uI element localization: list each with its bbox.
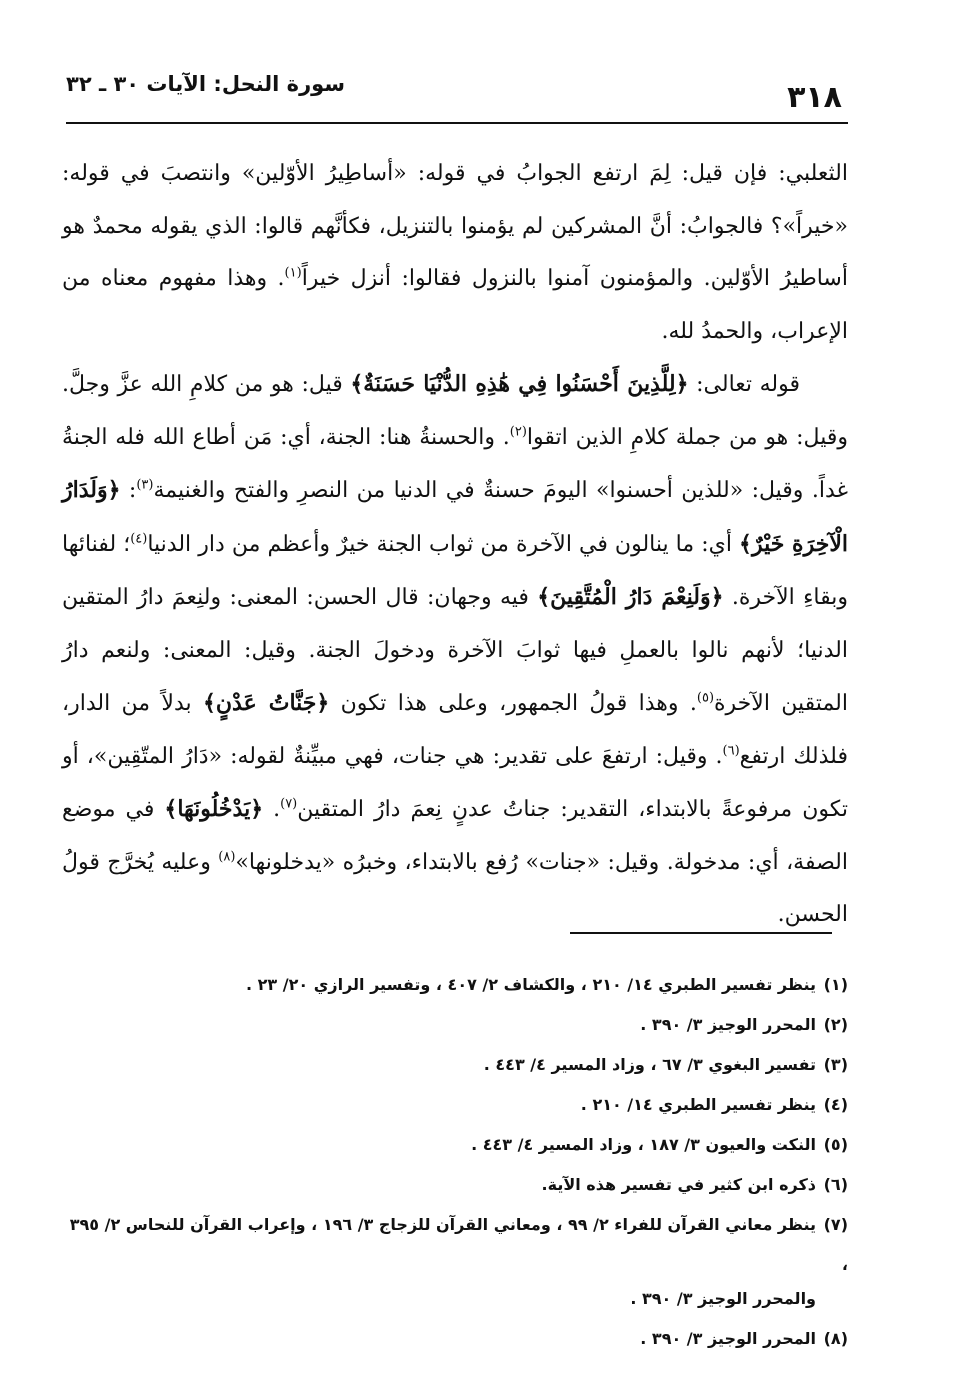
footnote-ref-1: (١)	[284, 265, 302, 281]
footnote-4	[66, 1085, 848, 1125]
text-segment: . وهذا مفهوم معناه من الإعراب، والحمدُ لله.	[62, 266, 848, 344]
footnote-number: (٦)	[823, 1175, 848, 1194]
footnote-ref-5: (٥)	[696, 690, 715, 706]
main-text	[62, 148, 848, 942]
footnote-continuation: والمحرر الوجيز ٣/ ٣٩٠ .	[630, 1289, 816, 1308]
footnote-number: (٨)	[823, 1329, 848, 1348]
text-segment: . وهذا قولُ الجمهور، وعلى هذا تكون	[329, 691, 697, 716]
footnote-text: المحرر الوجيز ٣/ ٣٩٠ .	[640, 1015, 816, 1034]
quran-verse: ﴿يَدْخُلُونَهَا﴾	[164, 796, 264, 822]
page-number: ٣١٨	[787, 80, 842, 115]
quran-verse: ﴿جَنَّاتُ عَدْنٍ﴾	[203, 690, 330, 716]
footnote-6	[66, 1165, 848, 1205]
text-segment: الثعلبي: فإن قيل: لِمَ ارتفع الجوابُ في قوله: «أساطِيرُ الأوّلين» وانتصبَ في قوله: «خيراً»؟ فالجوابُ: أنَّ المشركين لم يؤمنوا بالتنزيل، فكأنَّهم قالوا: الذي يقوله محمدٌ هو أساطيرُ الأوّلين. والمؤمنون آمنوا بالنزول فقالوا: أنزل خيراً	[62, 161, 848, 291]
footnote-3	[66, 1045, 848, 1085]
quran-verse: ﴿وَلَدَارُ الْآخِرَةِ خَيْرٌ﴾	[62, 477, 848, 557]
footnote-2	[66, 1005, 848, 1045]
footnote-ref-6: (٦)	[722, 743, 740, 759]
text-segment: . وقيل: ارتفعَ على تقدير: هي جنات، فهي مبيِّنةٌ لقوله: «دَارُ المتّقِين»، أو تكون مرفوعةً بالابتداء، التقدير: جناتُ عدنٍ نِعمَ دارُ المتقين	[62, 743, 848, 822]
text-segment: فيه وجهان: قال الحسن: المعنى: ولنِعمَ دارُ المتقين الدنيا؛ لأنهم نالوا بالعملِ فيها ثوابَ الآخرة ودخولَ الجنة. وقيل: المعنى: ولنعم دارُ المتقين الآخرة	[62, 585, 848, 716]
running-title: سورة النحل: الآيات ٣٠ ـ ٣٢	[66, 72, 345, 96]
footnote-number: (٥)	[823, 1135, 848, 1154]
text-segment: قوله تعالى:	[688, 372, 801, 397]
footnotes	[66, 965, 848, 1359]
footnote-text: المحرر الوجيز ٣/ ٣٩٠ .	[640, 1329, 816, 1348]
footnote-text: تفسير البغوي ٣/ ٦٧ ، وزاد المسير ٤/ ٤٤٣ .	[483, 1055, 816, 1074]
text-segment: بدلاً من الدار، فلذلك ارتفع	[62, 691, 848, 769]
text-segment: وعليه يُخرَّج قولُ الحسن.	[62, 849, 848, 927]
text-segment: :	[120, 478, 137, 503]
footnote-separator	[570, 932, 832, 934]
quran-verse: ﴿لِلَّذِينَ أَحْسَنُوا فِي هَٰذِهِ الدُّنْيَا حَسَنَةٌ﴾	[350, 371, 689, 397]
text-segment: قيل: هو من كلامِ الله عزَّ وجلَّ. وقيل: هو من جملة كلامِ الذين اتقوا	[62, 372, 848, 450]
text-segment: . والحسنةُ هنا: الجنة، أي: مَن أطاع الله فله الجنةُ غداً. وقيل: «للذين أحسنوا» اليومَ حسنةٌ في الدنيا من النصرِ والفتح والغنيمة	[62, 424, 849, 503]
text-segment: أي: ما ينالون في الآخرة من ثواب الجنة خيرٌ وأعظم من دار الدنيا	[147, 531, 740, 557]
footnote-ref-7: (٧)	[280, 796, 298, 812]
footnote-text: النكت والعيون ٣/ ١٨٧ ، وزاد المسير ٤/ ٤٤٣ .	[471, 1135, 816, 1154]
footnote-text: ينظر تفسير الطبري ١٤/ ٢١٠ .	[580, 1095, 816, 1114]
page-header	[66, 62, 848, 124]
footnote-1	[66, 965, 848, 1005]
footnote-number: (٣)	[823, 1055, 848, 1074]
footnote-number: (٤)	[823, 1095, 848, 1114]
footnote-number: (٧)	[823, 1215, 848, 1234]
footnote-5	[66, 1125, 848, 1165]
footnote-ref-4: (٤)	[130, 531, 148, 547]
text-segment: في موضع الصفة، أي: مدخولة. وقيل: «جنات» رُفع بالابتداء، وخبرُه «يدخلونها»	[62, 797, 848, 875]
paragraph-1	[62, 148, 848, 358]
text-segment: .	[263, 797, 281, 822]
footnote-text: ينظر تفسير الطبري ١٤/ ٢١٠ ، والكشاف ٢/ ٤٠٧ ، وتفسير الرازي ٢٠/ ٢٣ .	[246, 975, 816, 994]
quran-verse: ﴿وَلَنِعْمَ دَارُ الْمُتَّقِينَ﴾	[537, 584, 724, 610]
footnote-text: ذكره ابن كثير في تفسير هذه الآية.	[541, 1175, 816, 1194]
footnote-ref-3: (٣)	[136, 477, 154, 493]
footnote-ref-2: (٢)	[509, 424, 527, 440]
text-segment: ؛ لفنائها وبقاءِ الآخرة.	[62, 531, 849, 610]
footnote-ref-8: (٨)	[218, 849, 236, 865]
footnote-text: ينظر معاني القرآن للفراء ٢/ ٩٩ ، ومعاني القرآن للزجاج ٣/ ١٩٦ ، وإعراب القرآن للنحاس ٢/ ٣٩٥ ،	[69, 1215, 848, 1274]
footnote-number: (١)	[823, 975, 848, 994]
paragraph-2	[62, 358, 848, 942]
footnote-number: (٢)	[823, 1015, 848, 1034]
footnote-7	[66, 1205, 848, 1319]
footnote-8	[66, 1319, 848, 1359]
